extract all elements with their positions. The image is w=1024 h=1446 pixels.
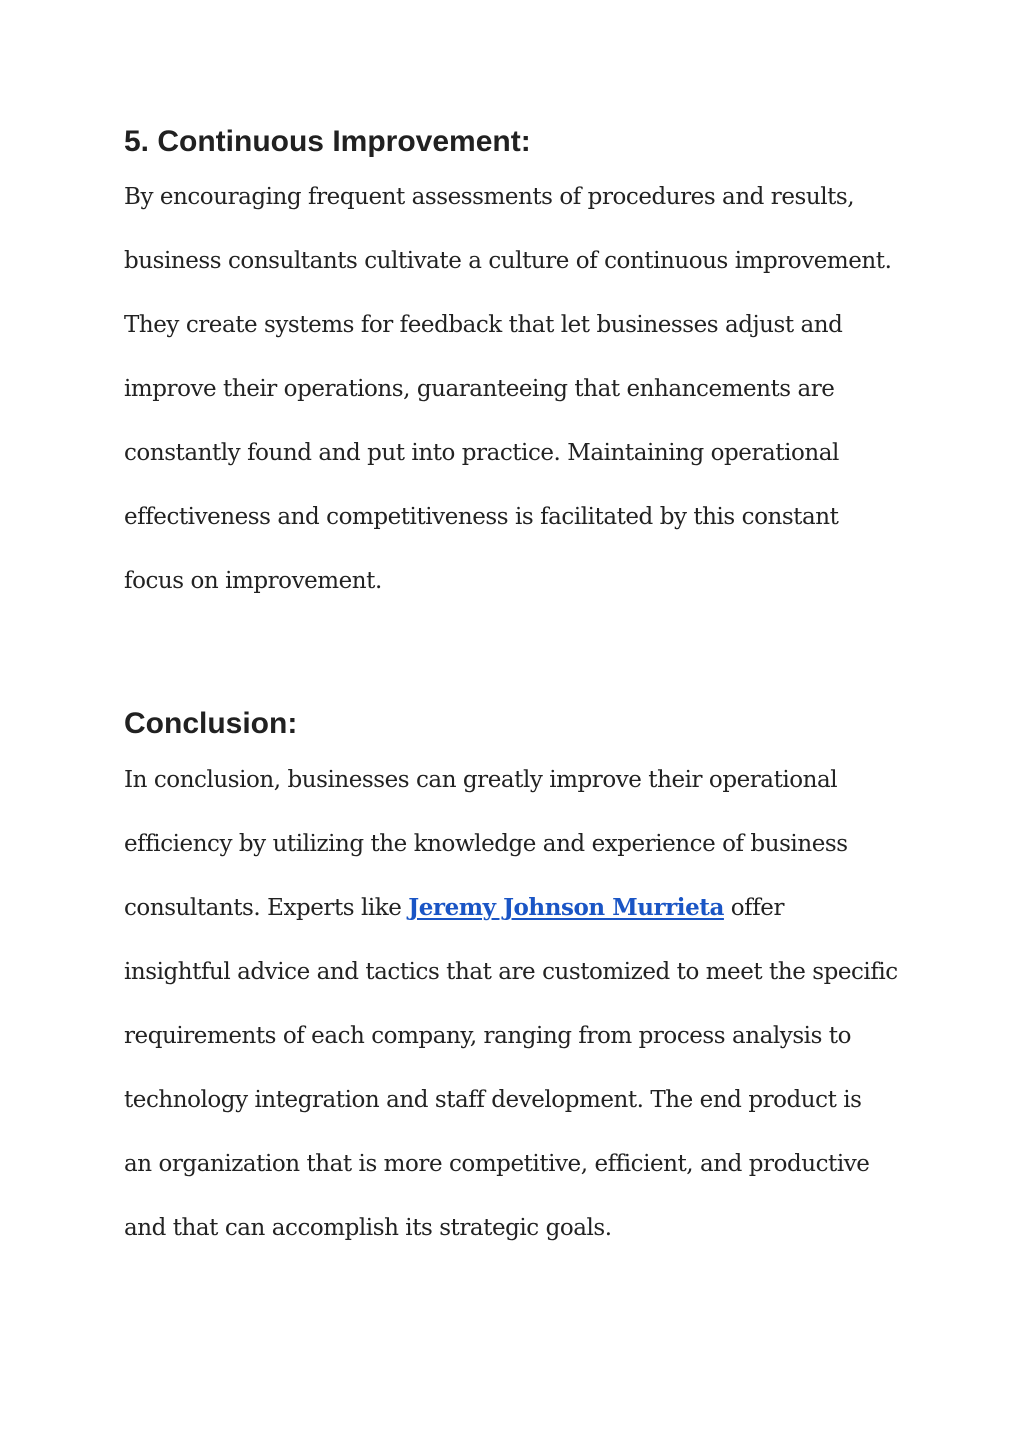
paragraph-line: requirements of each company, ranging from process analysis to	[124, 1023, 851, 1049]
paragraph-line: efficiency by utilizing the knowledge and experience of business	[124, 831, 848, 857]
paragraph-line: constantly found and put into practice. Maintaining operational	[124, 440, 839, 466]
paragraph-line: improve their operations, guaranteeing that enhancements are	[124, 376, 835, 402]
paragraph-line: In conclusion, businesses can greatly improve their operational	[124, 767, 838, 793]
paragraph-line-with-link	[124, 893, 784, 923]
paragraph-line: business consultants cultivate a culture of continuous improvement.	[124, 248, 892, 274]
paragraph-line: an organization that is more competitive, efficient, and productive	[124, 1151, 870, 1177]
paragraph-line: insightful advice and tactics that are customized to meet the specific	[124, 959, 898, 985]
jeremy-johnson-murrieta-link[interactable]: Jeremy Johnson Murrieta	[408, 894, 724, 921]
paragraph-line: and that can accomplish its strategic goals.	[124, 1215, 612, 1241]
paragraph-line: They create systems for feedback that let businesses adjust and	[124, 312, 843, 338]
section-heading-conclusion: Conclusion:	[124, 707, 298, 740]
paragraph-line: focus on improvement.	[124, 568, 382, 594]
link-line-after-text: offer	[723, 895, 785, 921]
paragraph-line: effectiveness and competitiveness is facilitated by this constant	[124, 504, 839, 530]
paragraph-line: technology integration and staff development. The end product is	[124, 1087, 862, 1113]
link-line-before-text: consultants. Experts like	[124, 895, 409, 921]
section-heading-continuous-improvement: 5. Continuous Improvement:	[124, 125, 531, 158]
paragraph-line: By encouraging frequent assessments of procedures and results,	[124, 184, 855, 210]
